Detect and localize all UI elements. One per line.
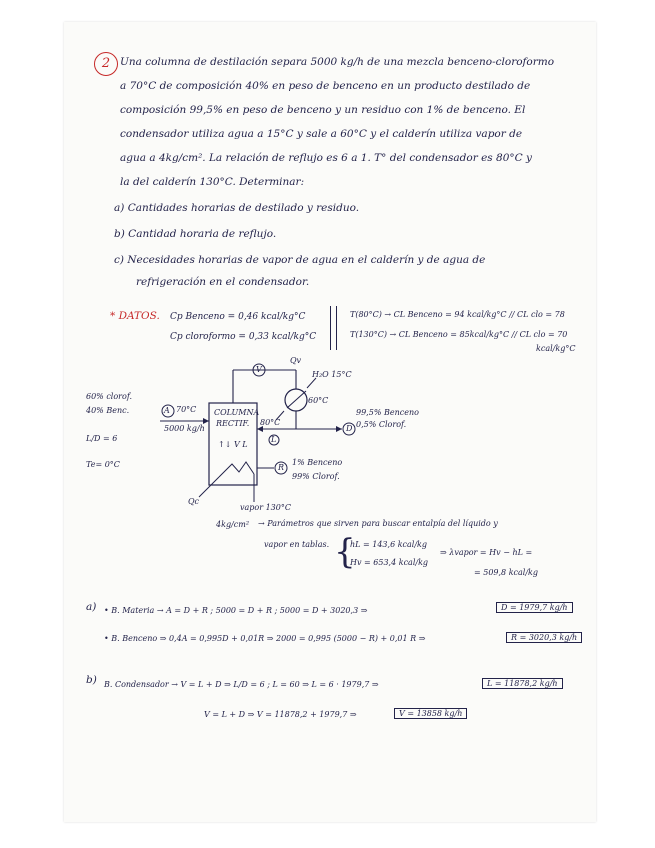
feed-rate: 5000 kg/h xyxy=(164,424,205,433)
statement-line-1: Una columna de destilación separa 5000 kg/h de una mezcla benceno-cloroformo xyxy=(120,56,555,68)
distillate-node: D xyxy=(346,424,353,433)
te-label: Te= 0°C xyxy=(86,460,120,469)
notebook-page xyxy=(64,22,596,822)
question-c: c) Necesidades horarias de vapor de agua en el calderín y de agua de xyxy=(114,254,486,266)
result-r: R = 3020,3 kg/h xyxy=(506,632,582,643)
cp-cloroformo: Cp cloroformo = 0,33 kcal/kg°C xyxy=(170,332,317,342)
qc-label: Qc xyxy=(188,497,200,506)
params-line-1: → Parámetros que sirven para buscar entalpía del líquido y xyxy=(258,519,498,528)
statement-line-5: agua a 4kg/cm². La relación de reflujo es 6 a 1. T° del condensador es 80°C y xyxy=(120,152,532,164)
answer-b-label: b) xyxy=(86,674,97,686)
condensador-line-1: B. Condensador → V = L + D ⇒ L/D = 6 ; L = 60 ⇒ L = 6 · 1979,7 ⇒ xyxy=(104,680,379,689)
condensador-line-2: V = L + D ⇒ V = 11878,2 + 1979,7 ⇒ xyxy=(204,710,357,719)
feed-temp: 70°C xyxy=(176,405,197,414)
water-in: H₂O 15°C xyxy=(312,370,352,379)
result-v: V = 13858 kg/h xyxy=(394,708,467,719)
statement-line-3: composición 99,5% en peso de benceno y un residuo con 1% de benceno. El xyxy=(120,104,526,116)
column-flows: ↑↓ V L xyxy=(218,440,248,449)
question-c-cont: refrigeración en el condensador. xyxy=(136,276,310,288)
balance-materia: • B. Materia → A = D + R ; 5000 = D + R ; 5000 = D + 3020,3 ⇒ xyxy=(104,606,368,615)
process-diagram xyxy=(64,22,596,822)
residue-node: R xyxy=(278,463,285,472)
column-label-1: COLUMNA xyxy=(214,408,260,417)
cond-temp: 80°C xyxy=(260,418,281,427)
problem-number: 2 xyxy=(94,52,118,76)
residue-comp-2: 99% Clorof. xyxy=(292,472,340,481)
feed-comp-2: 40% Benc. xyxy=(86,406,130,415)
result-d: D = 1979,7 kg/h xyxy=(496,602,573,613)
lambda-expr: ⇒ λvapor = Hv − hL = xyxy=(440,548,533,557)
params-brace: { xyxy=(334,532,356,572)
qv-label: Qv xyxy=(290,356,302,365)
feed-node: A xyxy=(164,406,170,415)
residue-comp-1: 1% Benceno xyxy=(292,458,343,467)
cp-benceno: Cp Benceno = 0,46 kcal/kg°C xyxy=(170,312,306,322)
t130-unit: kcal/kg°C xyxy=(536,344,576,353)
column-label-2: RECTIF. xyxy=(216,419,250,428)
steam-pressure: 4kg/cm² xyxy=(216,520,250,529)
vapor-node: V xyxy=(256,365,262,374)
datos-label: * DATOS. xyxy=(110,310,160,322)
reflux-node: L xyxy=(271,435,277,444)
lambda-value: = 509,8 kcal/kg xyxy=(474,568,539,577)
reflux-ratio: L/D = 6 xyxy=(86,434,118,443)
result-l: L = 11878,2 kg/h xyxy=(482,678,563,689)
feed-comp-1: 60% clorof. xyxy=(86,392,133,401)
hv-value: Hv = 653,4 kcal/kg xyxy=(350,558,429,567)
steam-label: vapor 130°C xyxy=(240,503,291,512)
question-a: a) Cantidades horarias de destilado y residuo. xyxy=(114,202,360,214)
balance-benceno: • B. Benceno ⇒ 0,4A = 0,995D + 0,01R ⇒ 2000 = 0,995 (5000 − R) + 0,01 R ⇒ xyxy=(104,634,426,643)
answer-a-label: a) xyxy=(86,601,97,613)
t130-row: T(130°C) → CL Benceno = 85kcal/kg°C // CL clo = 70 xyxy=(350,330,568,339)
distillate-comp-2: 0,5% Clorof. xyxy=(356,420,407,429)
params-line-2: vapor en tablas. xyxy=(264,540,330,549)
reboiler-coil xyxy=(219,462,254,477)
question-b: b) Cantidad horaria de reflujo. xyxy=(114,228,277,240)
statement-line-2: a 70°C de composición 40% en peso de benceno en un producto destilado de xyxy=(120,80,531,92)
distillate-comp-1: 99,5% Benceno xyxy=(356,408,419,417)
statement-line-4: condensador utiliza agua a 15°C y sale a 60°C y el calderín utiliza vapor de xyxy=(120,128,523,140)
t80-row: T(80°C) → CL Benceno = 94 kcal/kg°C // CL clo = 78 xyxy=(350,310,565,319)
water-out: 60°C xyxy=(308,396,329,405)
hl-value: hL = 143,6 kcal/kg xyxy=(350,540,428,549)
statement-line-6: la del calderín 130°C. Determinar: xyxy=(120,176,305,188)
